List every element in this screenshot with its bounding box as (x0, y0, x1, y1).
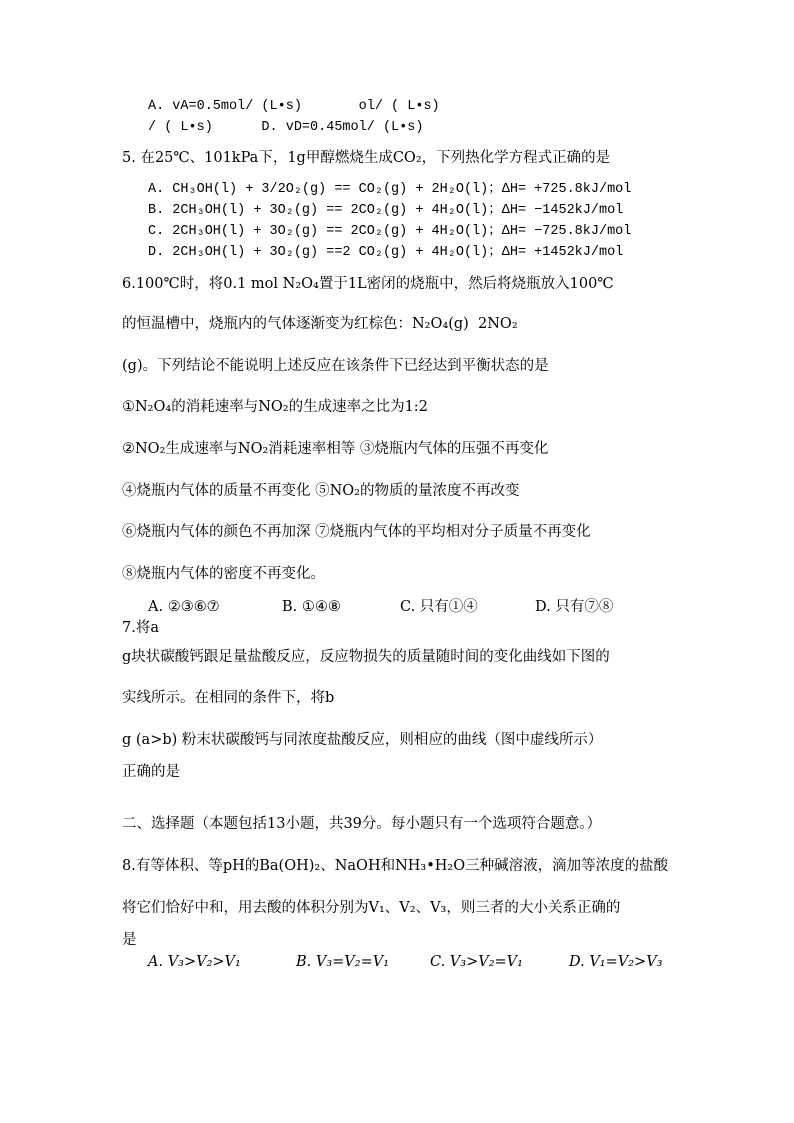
q7-stem-line3: 实线所示。在相同的条件下，将b (122, 690, 335, 706)
q7-stem-line1: 7.将a (122, 620, 159, 636)
q6-stem-line2: 的恒温槽中，烧瓶内的气体逐渐变为红棕色：N₂O₄(g) 2NO₂ (122, 316, 518, 332)
q8-option-c: C. V₃>V₂=V₁ (430, 954, 523, 970)
q4-options-line2: / ( L•s) D. vD=0.45mol/ (L•s) (148, 120, 424, 135)
q6-option-b: B. ①④⑧ (282, 599, 341, 615)
q6-item-8: ⑧烧瓶内气体的密度不再变化。 (122, 566, 325, 582)
q6-item-2-3: ②NO₂生成速率与NO₂消耗速率相等 ③烧瓶内气体的压强不再变化 (122, 441, 549, 457)
q7-stem-line2: g块状碳酸钙跟足量盐酸反应，反应物损失的质量随时间的变化曲线如下图的 (122, 649, 610, 665)
q8-stem-line2: 将它们恰好中和，用去酸的体积分别为V₁、V₂、V₃，则三者的大小关系正确的 (122, 900, 621, 916)
q6-item-4-5: ④烧瓶内气体的质量不再变化 ⑤NO₂的物质的量浓度不再改变 (122, 483, 520, 499)
q7-stem-line4: g (a>b) 粉末状碳酸钙与同浓度盐酸反应，则相应的曲线（图中虚线所示） (122, 732, 603, 748)
q5-option-a: A. CH₃OH(l) + 3/2O₂(g) == CO₂(g) + 2H₂O(l)；ΔH= +725.8kJ/mol (148, 182, 632, 197)
q4-options-line1: A. vA=0.5mol/ (L•s) ol/ ( L•s) (148, 99, 440, 114)
q8-option-d: D. V₁=V₂>V₃ (569, 954, 663, 970)
q5-option-b: B. 2CH₃OH(l) + 3O₂(g) == 2CO₂(g) + 4H₂O(l)；ΔH= −1452kJ/mol (148, 203, 624, 218)
q6-option-a: A. ②③⑥⑦ (148, 599, 220, 615)
q6-option-d: D. 只有⑦⑧ (535, 599, 614, 615)
q6-item-6-7: ⑥烧瓶内气体的颜色不再加深 ⑦烧瓶内气体的平均相对分子质量不再变化 (122, 524, 591, 540)
q5-option-c: C. 2CH₃OH(l) + 3O₂(g) == 2CO₂(g) + 4H₂O(l)；ΔH= −725.8kJ/mol (148, 224, 632, 239)
q5-stem: 5. 在25℃、101kPa下，1g甲醇燃烧生成CO₂，下列热化学方程式正确的是 (122, 150, 611, 166)
q6-stem-line3: (g)。下列结论不能说明上述反应在该条件下已经达到平衡状态的是 (122, 358, 549, 374)
q8-option-a: A. V₃>V₂>V₁ (148, 954, 241, 970)
q6-stem-line1: 6.100℃时，将0.1 mol N₂O₄置于1L密闭的烧瓶中，然后将烧瓶放入100℃ (122, 276, 614, 292)
q7-stem-line5: 正确的是 (122, 764, 180, 780)
q6-option-c: C. 只有①④ (400, 599, 478, 615)
section-heading: 二、选择题（本题包括13小题，共39分。每小题只有一个选项符合题意。） (122, 816, 602, 832)
q8-stem-line3: 是 (122, 932, 137, 948)
q8-option-b: B. V₃=V₂=V₁ (296, 954, 390, 970)
q8-stem-line1: 8.有等体积、等pH的Ba(OH)₂、NaOH和NH₃•H₂O三种碱溶液，滴加等浓度的盐酸 (122, 858, 669, 874)
q6-item-1: ①N₂O₄的消耗速率与NO₂的生成速率之比为1:2 (122, 399, 428, 415)
q5-option-d: D. 2CH₃OH(l) + 3O₂(g) ==2 CO₂(g) + 4H₂O(l)；ΔH= +1452kJ/mol (148, 245, 624, 260)
